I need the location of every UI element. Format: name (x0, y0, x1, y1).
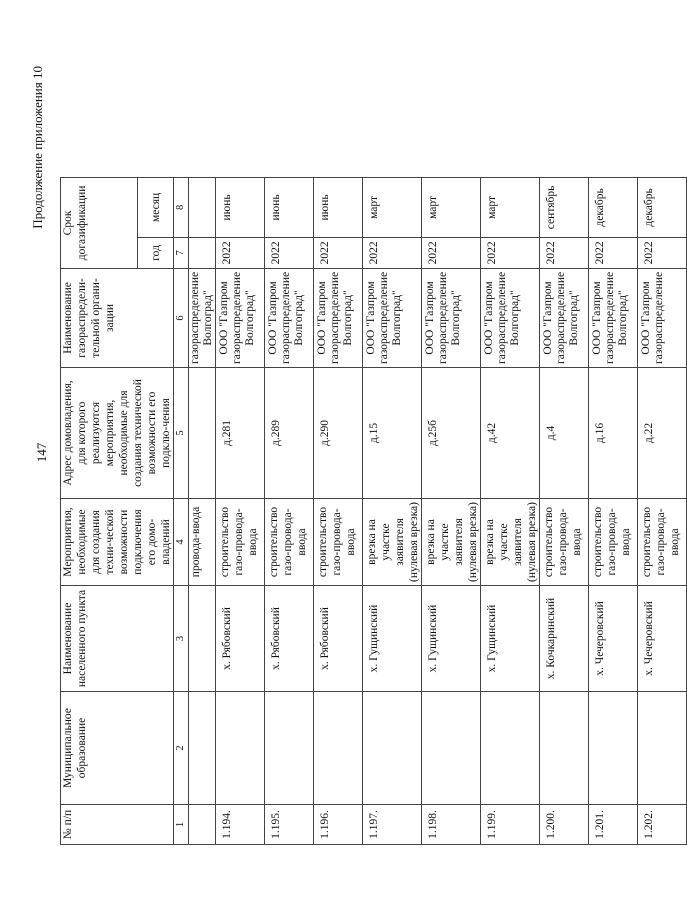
appendix-label: Продолжение приложения 10 (30, 66, 45, 229)
col-number-8: 8 (174, 177, 189, 237)
row-month: декабрь (638, 177, 687, 237)
row-address: д.25б (422, 368, 481, 499)
table-row (589, 177, 638, 844)
row-year: 2022 (540, 237, 589, 268)
gasification-table (60, 177, 687, 845)
row-org: ООО "Газпром газораспределение Волгоград" (422, 268, 481, 367)
continuation-row (189, 177, 216, 844)
row-month: март (422, 177, 481, 237)
row-municipality (216, 692, 265, 805)
table-row (422, 177, 481, 844)
row-settlement: х. Чечеровский (589, 586, 638, 692)
row-num: 1.200. (540, 805, 589, 845)
row-num: 1.194. (216, 805, 265, 845)
row-org: ООО "Газпром газораспределение Волгоград" (265, 268, 314, 367)
row-num: 1.198. (422, 805, 481, 845)
header-settlement: Наименование населенного пункта (61, 586, 174, 692)
table-row (314, 177, 363, 844)
row-year: 2022 (638, 237, 687, 268)
row-municipality (540, 692, 589, 805)
continuation-org: газораспределение Волгоград" (189, 268, 216, 367)
col-number-2: 2 (174, 692, 189, 805)
row-org: ООО "Газпром газораспределение Волгоград" (589, 268, 638, 367)
row-activity: строительство газо-провода-ввода (540, 499, 589, 586)
row-activity: врезка на участке заявителя (нулевая врезка) (363, 499, 422, 586)
row-address: д.22 (638, 368, 687, 499)
header-month: месяц (138, 177, 174, 237)
row-settlement: х. Рябовский (314, 586, 363, 692)
row-activity: врезка на участке заявителя (нулевая врезка) (481, 499, 540, 586)
row-settlement: х. Рябовский (216, 586, 265, 692)
row-year: 2022 (422, 237, 481, 268)
row-municipality (363, 692, 422, 805)
row-month: июнь (314, 177, 363, 237)
row-org: ООО "Газпром газораспределение Волгоград" (216, 268, 265, 367)
row-org: ООО "Газпром газораспределение Волгоград" (314, 268, 363, 367)
row-address: д.289 (265, 368, 314, 499)
row-month: декабрь (589, 177, 638, 237)
row-num: 1.197. (363, 805, 422, 845)
row-settlement: х. Гущинский (422, 586, 481, 692)
row-year: 2022 (216, 237, 265, 268)
header-municipality: Муниципальное образование (61, 692, 174, 805)
row-address: д.281 (216, 368, 265, 499)
row-org: ООО "Газпром газораспределение Волгоград" (540, 268, 589, 367)
row-municipality (314, 692, 363, 805)
header-year: год (138, 237, 174, 268)
row-address: д.16 (589, 368, 638, 499)
row-municipality (422, 692, 481, 805)
row-activity: строительство газо-провода-ввода (638, 499, 687, 586)
row-activity: врезка на участке заявителя (нулевая врезка) (422, 499, 481, 586)
table-row (363, 177, 422, 844)
header-deadline: Срок догазификации (61, 177, 138, 268)
row-settlement: х. Кочкаринский (540, 586, 589, 692)
header-org: Наименование газораспредели-тельной органи-зации (61, 268, 174, 367)
row-org: ООО "Газпром газораспределение Волгоград" (481, 268, 540, 367)
col-number-6: 6 (174, 268, 189, 367)
row-municipality (481, 692, 540, 805)
table-row (265, 177, 314, 844)
row-settlement: х. Гущинский (481, 586, 540, 692)
row-num: 1.202. (638, 805, 687, 845)
row-year: 2022 (481, 237, 540, 268)
row-month: июнь (265, 177, 314, 237)
row-year: 2022 (589, 237, 638, 268)
row-org: ООО "Газпром газораспределение Волгоград" (363, 268, 422, 367)
row-org: ООО "Газпром газораспределение (638, 268, 687, 367)
row-address: д.4 (540, 368, 589, 499)
row-activity: строительство газо-провода-ввода (589, 499, 638, 586)
row-settlement: х. Чечеровский (638, 586, 687, 692)
row-settlement: х. Рябовский (265, 586, 314, 692)
row-num: 1.201. (589, 805, 638, 845)
col-number-4: 4 (174, 499, 189, 586)
table-row (481, 177, 540, 844)
row-month: сентябрь (540, 177, 589, 237)
row-municipality (265, 692, 314, 805)
row-municipality (589, 692, 638, 805)
col-number-1: 1 (174, 805, 189, 845)
row-year: 2022 (363, 237, 422, 268)
row-year: 2022 (314, 237, 363, 268)
row-municipality (638, 692, 687, 805)
row-num: 1.199. (481, 805, 540, 845)
header-activity: Мероприятия, необходимые для создания техни-ческой возможности подключения его домо-владений (61, 499, 174, 586)
row-address: д.290 (314, 368, 363, 499)
table-row (540, 177, 589, 844)
col-number-3: 3 (174, 586, 189, 692)
row-activity: строительство газо-провода-ввода (216, 499, 265, 586)
row-activity: строительство газо-провода-ввода (314, 499, 363, 586)
page-number: 147 (34, 442, 49, 463)
header-num: № п/п (61, 805, 174, 845)
row-month: март (363, 177, 422, 237)
row-address: д.42 (481, 368, 540, 499)
row-num: 1.196. (314, 805, 363, 845)
row-settlement: х. Гущинский (363, 586, 422, 692)
header-address: Адрес домовладения, для которого реализуются мероприятия, необходимые для создания технической возможности его подклю-чения (61, 368, 174, 499)
row-activity: строительство газо-провода-ввода (265, 499, 314, 586)
row-month: март (481, 177, 540, 237)
continuation-activity: провода-ввода (189, 499, 216, 586)
table-row (638, 177, 687, 844)
row-month: июнь (216, 177, 265, 237)
row-num: 1.195. (265, 805, 314, 845)
row-year: 2022 (265, 237, 314, 268)
row-address: д.15 (363, 368, 422, 499)
col-number-7: 7 (174, 237, 189, 268)
table-row (216, 177, 265, 844)
col-number-5: 5 (174, 368, 189, 499)
